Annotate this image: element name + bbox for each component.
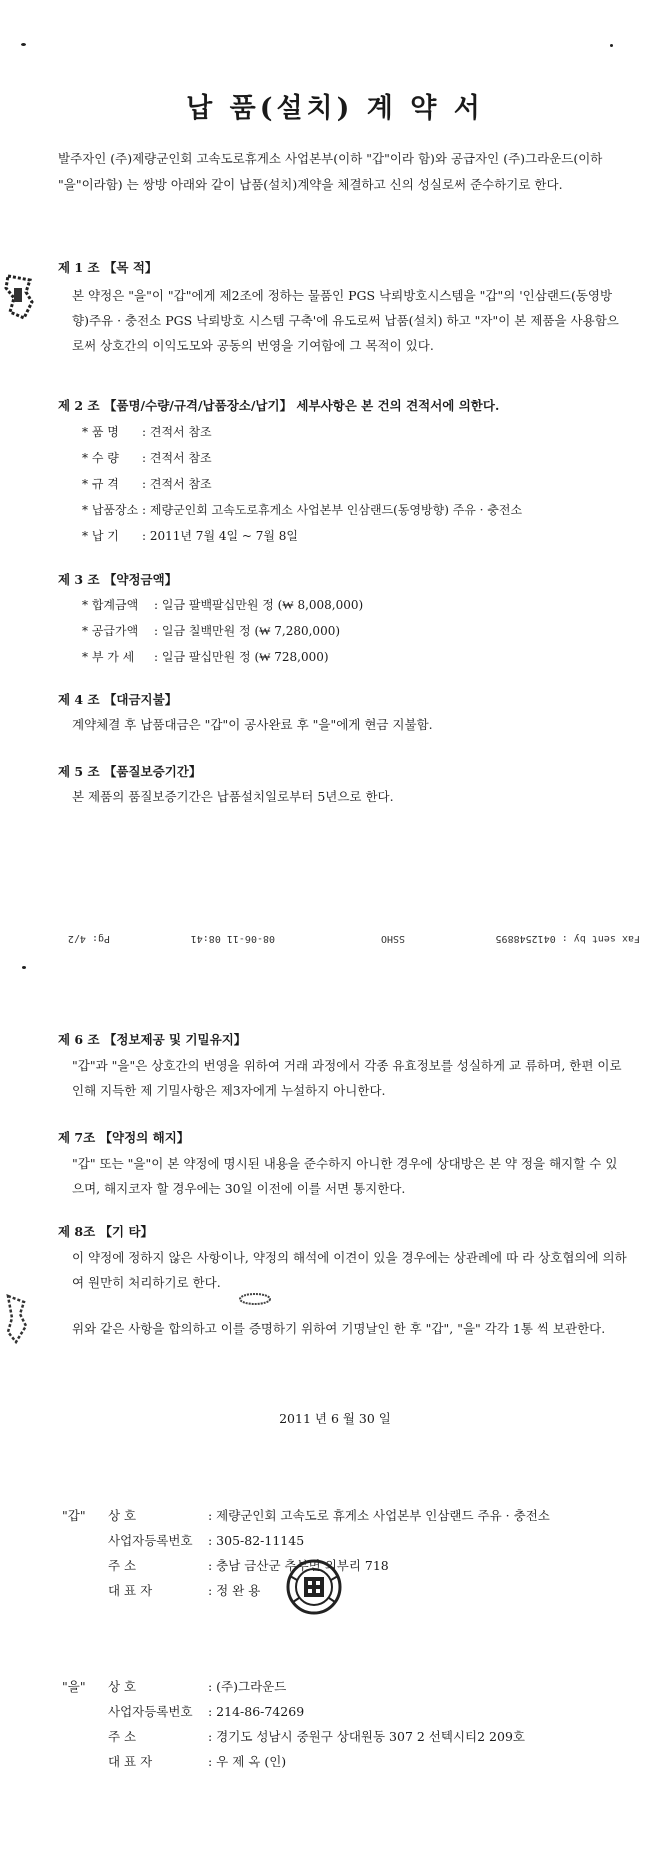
article-2-row xyxy=(82,501,522,518)
contract-date: 2011 년 6 월 30 일 xyxy=(279,1411,391,1426)
article-8-body: 이 약정에 정하지 않은 사항이나, 약정의 해석에 이견이 있을 경우에는 상관례에 따 라 상호협의에 의하여 원만히 처리하기로 한다. xyxy=(72,1250,627,1290)
small-stamp-mark xyxy=(238,1291,272,1305)
row-value: : 제량군인회 고속도로휴게소 사업본부 인삼랜드(동영방향) 주유 · 충전소 xyxy=(142,503,523,517)
party-label: 주 소 xyxy=(108,1729,137,1744)
fax-station: SSHO xyxy=(380,933,405,944)
scan-speck xyxy=(610,44,613,47)
article-3-row xyxy=(82,596,363,613)
party-value: : 경기도 성남시 중원구 상대원동 307 2 선텍시티2 209호 xyxy=(208,1729,525,1744)
party-value: : 제량군인회 고속도로 휴게소 사업본부 인삼랜드 주유 · 충전소 xyxy=(208,1508,550,1523)
row-value: : 견적서 참조 xyxy=(142,425,212,439)
row-label: * 부 가 세 xyxy=(82,650,135,664)
row-label: * 공급가액 xyxy=(82,624,139,638)
party-label: 상 호 xyxy=(108,1508,137,1523)
scan-speck xyxy=(22,966,26,969)
party-a-row xyxy=(108,1506,550,1524)
article-2-row xyxy=(82,527,298,544)
scan-artifact-mark xyxy=(4,1292,28,1346)
article-4-heading: 제 4 조 【대금지불】 xyxy=(58,692,178,707)
article-1-body: 본 약정은 "을"이 "갑"에게 제2조에 정하는 물품인 PGS 낙뢰방호시스템을 "갑"의 '인삼랜드(동영방향)주유 · 충전소 PGS 낙뢰방호 시스템 구축'에 유도로써 납품(설치) 하고 "자"이 본 제품을 사용함으로써 상호간의 이익도모와 공동의 번영을 기여함에 그 목적이 있다. xyxy=(72,288,619,353)
article-2-row xyxy=(82,423,212,440)
article-2-row xyxy=(82,475,212,492)
row-label: * 납품장소 xyxy=(82,503,139,517)
party-value: : 우 제 옥 (인) xyxy=(208,1754,287,1769)
party-label: 대 표 자 xyxy=(108,1754,153,1769)
party-label: 주 소 xyxy=(108,1558,137,1573)
party-a-tag: "갑" xyxy=(62,1508,86,1523)
party-a-row xyxy=(108,1581,260,1599)
company-seal-stamp xyxy=(285,1558,343,1616)
party-label: 사업자등록번호 xyxy=(108,1704,193,1719)
row-label: * 규 격 xyxy=(82,477,119,491)
article-7-body: "갑" 또는 "을"이 본 약정에 명시된 내용을 준수하지 아니한 경우에 상대방은 본 약 정을 해지할 수 있으며, 해지코자 할 경우에는 30일 이전에 이를 서면 통지한다. xyxy=(72,1156,618,1196)
party-b-tag: "을" xyxy=(62,1679,86,1694)
fax-header-line xyxy=(0,928,670,944)
article-8-heading: 제 8조 【기 타】 xyxy=(58,1224,154,1239)
row-value: : 견적서 참조 xyxy=(142,451,212,465)
party-label: 사업자등록번호 xyxy=(108,1533,193,1548)
document-title: 납 품(설치) 계 약 서 xyxy=(186,93,484,124)
article-2-row xyxy=(82,449,212,466)
row-label: * 납 기 xyxy=(82,529,119,543)
row-value: : 2011년 7월 4일 ~ 7월 8일 xyxy=(142,529,299,543)
article-4-body: 계약체결 후 납품대금은 "갑"이 공사완료 후 "을"에게 현금 지불함. xyxy=(72,717,433,732)
article-6-body: "갑"과 "을"은 상호간의 번영을 위하여 거래 과정에서 각종 유효정보를 성실하게 교 류하며, 한편 이로 인해 지득한 제 기밀사항은 제3자에게 누설하지 아니한다. xyxy=(72,1058,622,1098)
party-a-row xyxy=(108,1531,304,1549)
fax-sender: Fax sent by : 0412548895 xyxy=(495,933,640,944)
row-label: * 합계금액 xyxy=(82,598,139,612)
article-5-heading: 제 5 조 【품질보증기간】 xyxy=(58,764,202,779)
party-value: : (주)그라운드 xyxy=(208,1679,287,1694)
party-b-row xyxy=(108,1677,286,1695)
article-1-heading: 제 1 조 【목 적】 xyxy=(58,260,158,275)
intro-paragraph: 발주자인 (주)제량군인회 고속도로휴게소 사업본부(이하 "갑"이라 함)와 공급자인 (주)그라운드(이하 "을"이라함) 는 쌍방 아래와 같이 납품(설치)계약을 체결하고 신의 성실로써 준수하기로 한다. xyxy=(58,151,603,192)
party-label: 대 표 자 xyxy=(108,1583,153,1598)
scan-artifact-mark xyxy=(4,272,34,322)
party-b-row xyxy=(108,1702,304,1720)
row-label: * 수 량 xyxy=(82,451,119,465)
fax-datetime: 08-06-11 08:41 xyxy=(190,933,275,944)
article-5-body: 본 제품의 품질보증기간은 납품설치일로부터 5년으로 한다. xyxy=(72,789,394,804)
row-value: : 일금 팔십만원 정 (₩ 728,000) xyxy=(154,650,329,664)
party-value: : 정 완 용 xyxy=(208,1583,261,1598)
article-2-heading: 제 2 조 【품명/수량/규격/납품장소/납기】 세부사항은 본 건의 견적서에 의한다. xyxy=(58,398,500,413)
party-value: : 305-82-11145 xyxy=(208,1533,305,1548)
article-3-row xyxy=(82,622,340,639)
party-b-row xyxy=(108,1752,286,1770)
article-7-heading: 제 7조 【약정의 해지】 xyxy=(58,1130,190,1145)
row-value: : 견적서 참조 xyxy=(142,477,212,491)
article-6-heading: 제 6 조 【정보제공 및 기밀유지】 xyxy=(58,1032,247,1047)
party-value: : 충남 금산군 추부면 의부리 718 xyxy=(208,1558,389,1573)
article-3-row xyxy=(82,648,329,665)
closing-paragraph: 위와 같은 사항을 합의하고 이를 증명하기 위하여 기명날인 한 후 "갑", "을" 각각 1통 씩 보관한다. xyxy=(72,1321,606,1336)
article-3-heading: 제 3 조 【약정금액】 xyxy=(58,572,178,587)
party-b-row xyxy=(108,1727,525,1745)
row-value: : 일금 칠백만원 정 (₩ 7,280,000) xyxy=(154,624,341,638)
row-label: * 품 명 xyxy=(82,425,119,439)
scan-speck xyxy=(21,43,26,46)
party-a-row xyxy=(108,1556,389,1574)
row-value: : 일금 팔백팔십만원 정 (₩ 8,008,000) xyxy=(154,598,364,612)
fax-page: Pg: 4/2 xyxy=(67,933,110,944)
party-value: : 214-86-74269 xyxy=(208,1704,305,1719)
party-label: 상 호 xyxy=(108,1679,137,1694)
